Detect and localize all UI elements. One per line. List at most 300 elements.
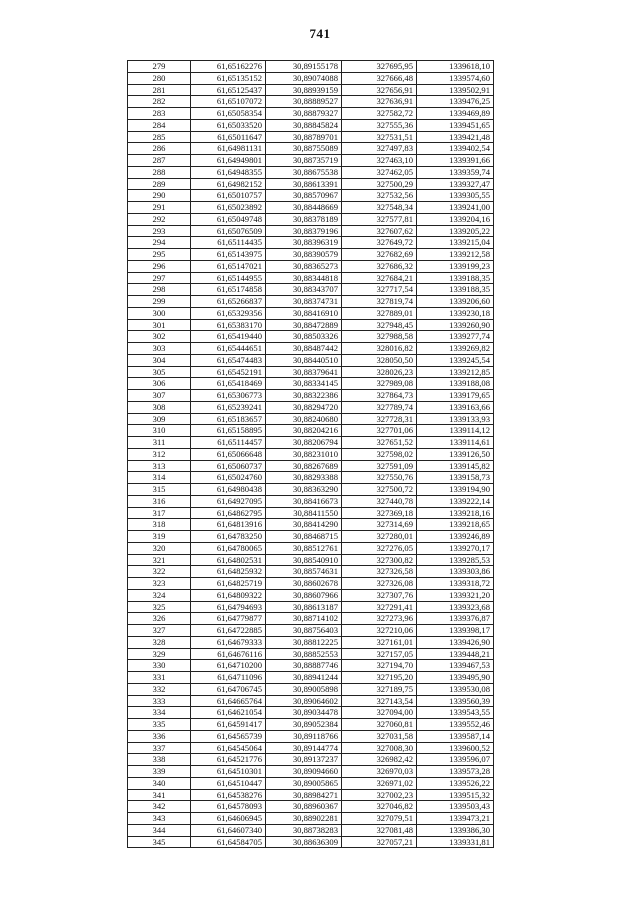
- y-coordinate-cell: 1339163,66: [417, 401, 494, 413]
- longitude-cell: 30,88755089: [266, 143, 342, 155]
- latitude-cell: 61,65444651: [191, 343, 266, 355]
- point-number-cell: 311: [128, 437, 191, 449]
- point-number-cell: 323: [128, 578, 191, 590]
- x-coordinate-cell: 327889,01: [342, 307, 417, 319]
- table-row: [128, 648, 494, 660]
- latitude-cell: 61,64578093: [191, 801, 266, 813]
- latitude-cell: 61,65452191: [191, 366, 266, 378]
- point-number-cell: 291: [128, 202, 191, 214]
- table-row: [128, 683, 494, 695]
- point-number-cell: 327: [128, 625, 191, 637]
- table-row: [128, 578, 494, 590]
- longitude-cell: 30,88613187: [266, 601, 342, 613]
- table-row: [128, 777, 494, 789]
- point-number-cell: 288: [128, 166, 191, 178]
- x-coordinate-cell: 327682,69: [342, 249, 417, 261]
- latitude-cell: 61,65174858: [191, 284, 266, 296]
- longitude-cell: 30,88812225: [266, 636, 342, 648]
- latitude-cell: 61,65239241: [191, 401, 266, 413]
- table-row: [128, 460, 494, 472]
- x-coordinate-cell: 327079,51: [342, 813, 417, 825]
- x-coordinate-cell: 326970,03: [342, 766, 417, 778]
- y-coordinate-cell: 1339323,68: [417, 601, 494, 613]
- point-number-cell: 344: [128, 824, 191, 836]
- table-row: [128, 672, 494, 684]
- point-number-cell: 283: [128, 108, 191, 120]
- y-coordinate-cell: 1339241,00: [417, 202, 494, 214]
- table-row: [128, 319, 494, 331]
- latitude-cell: 61,64948355: [191, 166, 266, 178]
- coordinates-table: [127, 60, 494, 848]
- latitude-cell: 61,65306773: [191, 390, 266, 402]
- x-coordinate-cell: 327577,81: [342, 213, 417, 225]
- point-number-cell: 324: [128, 589, 191, 601]
- longitude-cell: 30,88941244: [266, 672, 342, 684]
- latitude-cell: 61,65266837: [191, 296, 266, 308]
- longitude-cell: 30,88440510: [266, 354, 342, 366]
- x-coordinate-cell: 327497,83: [342, 143, 417, 155]
- x-coordinate-cell: 327550,76: [342, 472, 417, 484]
- point-number-cell: 282: [128, 96, 191, 108]
- table-row: [128, 566, 494, 578]
- point-number-cell: 322: [128, 566, 191, 578]
- latitude-cell: 61,64676116: [191, 648, 266, 660]
- latitude-cell: 61,65033520: [191, 119, 266, 131]
- latitude-cell: 61,64606945: [191, 813, 266, 825]
- longitude-cell: 30,88879327: [266, 108, 342, 120]
- y-coordinate-cell: 1339158,73: [417, 472, 494, 484]
- longitude-cell: 30,88845824: [266, 119, 342, 131]
- table-row: [128, 96, 494, 108]
- x-coordinate-cell: 328050,50: [342, 354, 417, 366]
- latitude-cell: 61,64706745: [191, 683, 266, 695]
- latitude-cell: 61,64607340: [191, 824, 266, 836]
- point-number-cell: 314: [128, 472, 191, 484]
- point-number-cell: 339: [128, 766, 191, 778]
- longitude-cell: 30,88411550: [266, 507, 342, 519]
- table-row: [128, 378, 494, 390]
- point-number-cell: 338: [128, 754, 191, 766]
- table-row: [128, 331, 494, 343]
- point-number-cell: 313: [128, 460, 191, 472]
- longitude-cell: 30,88231010: [266, 448, 342, 460]
- point-number-cell: 342: [128, 801, 191, 813]
- longitude-cell: 30,88379641: [266, 366, 342, 378]
- longitude-cell: 30,89155178: [266, 61, 342, 73]
- latitude-cell: 61,65107072: [191, 96, 266, 108]
- x-coordinate-cell: 327307,76: [342, 589, 417, 601]
- y-coordinate-cell: 1339218,65: [417, 519, 494, 531]
- y-coordinate-cell: 1339587,14: [417, 730, 494, 742]
- y-coordinate-cell: 1339206,60: [417, 296, 494, 308]
- longitude-cell: 30,89034478: [266, 707, 342, 719]
- table-row: [128, 143, 494, 155]
- y-coordinate-cell: 1339402,54: [417, 143, 494, 155]
- y-coordinate-cell: 1339618,10: [417, 61, 494, 73]
- table-body: [128, 61, 494, 848]
- table-row: [128, 354, 494, 366]
- longitude-cell: 30,88487442: [266, 343, 342, 355]
- x-coordinate-cell: 326971,02: [342, 777, 417, 789]
- y-coordinate-cell: 1339285,53: [417, 554, 494, 566]
- y-coordinate-cell: 1339503,43: [417, 801, 494, 813]
- x-coordinate-cell: 327988,58: [342, 331, 417, 343]
- longitude-cell: 30,88607966: [266, 589, 342, 601]
- point-number-cell: 343: [128, 813, 191, 825]
- longitude-cell: 30,88267689: [266, 460, 342, 472]
- y-coordinate-cell: 1339269,82: [417, 343, 494, 355]
- longitude-cell: 30,88363290: [266, 484, 342, 496]
- longitude-cell: 30,89074088: [266, 72, 342, 84]
- point-number-cell: 325: [128, 601, 191, 613]
- point-number-cell: 300: [128, 307, 191, 319]
- longitude-cell: 30,88735719: [266, 155, 342, 167]
- table-row: [128, 401, 494, 413]
- y-coordinate-cell: 1339552,46: [417, 719, 494, 731]
- point-number-cell: 310: [128, 425, 191, 437]
- latitude-cell: 61,65114457: [191, 437, 266, 449]
- table-row: [128, 613, 494, 625]
- y-coordinate-cell: 1339573,28: [417, 766, 494, 778]
- latitude-cell: 61,64521776: [191, 754, 266, 766]
- longitude-cell: 30,88472889: [266, 319, 342, 331]
- latitude-cell: 61,64779877: [191, 613, 266, 625]
- table-row: [128, 695, 494, 707]
- latitude-cell: 61,64545064: [191, 742, 266, 754]
- longitude-cell: 30,88204216: [266, 425, 342, 437]
- y-coordinate-cell: 1339398,17: [417, 625, 494, 637]
- latitude-cell: 61,64679333: [191, 636, 266, 648]
- x-coordinate-cell: 328016,82: [342, 343, 417, 355]
- table-row: [128, 390, 494, 402]
- x-coordinate-cell: 327555,36: [342, 119, 417, 131]
- table-row: [128, 284, 494, 296]
- point-number-cell: 318: [128, 519, 191, 531]
- x-coordinate-cell: 327314,69: [342, 519, 417, 531]
- longitude-cell: 30,88902281: [266, 813, 342, 825]
- x-coordinate-cell: 327684,21: [342, 272, 417, 284]
- x-coordinate-cell: 327046,82: [342, 801, 417, 813]
- x-coordinate-cell: 327598,02: [342, 448, 417, 460]
- longitude-cell: 30,88939159: [266, 84, 342, 96]
- x-coordinate-cell: 327548,34: [342, 202, 417, 214]
- x-coordinate-cell: 327462,05: [342, 166, 417, 178]
- point-number-cell: 292: [128, 213, 191, 225]
- y-coordinate-cell: 1339126,50: [417, 448, 494, 460]
- latitude-cell: 61,64980438: [191, 484, 266, 496]
- table-row: [128, 813, 494, 825]
- latitude-cell: 61,64825719: [191, 578, 266, 590]
- x-coordinate-cell: 327057,21: [342, 836, 417, 848]
- longitude-cell: 30,88960367: [266, 801, 342, 813]
- table-row: [128, 178, 494, 190]
- point-number-cell: 308: [128, 401, 191, 413]
- longitude-cell: 30,88322386: [266, 390, 342, 402]
- table-row: [128, 84, 494, 96]
- table-row: [128, 730, 494, 742]
- y-coordinate-cell: 1339230,18: [417, 307, 494, 319]
- longitude-cell: 30,88293388: [266, 472, 342, 484]
- y-coordinate-cell: 1339515,32: [417, 789, 494, 801]
- x-coordinate-cell: 327532,56: [342, 190, 417, 202]
- latitude-cell: 61,64510301: [191, 766, 266, 778]
- table-row: [128, 108, 494, 120]
- y-coordinate-cell: 1339596,07: [417, 754, 494, 766]
- latitude-cell: 61,65162276: [191, 61, 266, 73]
- latitude-cell: 61,64982152: [191, 178, 266, 190]
- table-row: [128, 472, 494, 484]
- point-number-cell: 334: [128, 707, 191, 719]
- point-number-cell: 317: [128, 507, 191, 519]
- longitude-cell: 30,88416673: [266, 495, 342, 507]
- longitude-cell: 30,89005865: [266, 777, 342, 789]
- longitude-cell: 30,89137237: [266, 754, 342, 766]
- longitude-cell: 30,88602678: [266, 578, 342, 590]
- point-number-cell: 302: [128, 331, 191, 343]
- latitude-cell: 61,64591417: [191, 719, 266, 731]
- x-coordinate-cell: 327210,06: [342, 625, 417, 637]
- y-coordinate-cell: 1339212,85: [417, 366, 494, 378]
- latitude-cell: 61,64981131: [191, 143, 266, 155]
- table-row: [128, 237, 494, 249]
- latitude-cell: 61,64584705: [191, 836, 266, 848]
- longitude-cell: 30,88343707: [266, 284, 342, 296]
- longitude-cell: 30,88468715: [266, 531, 342, 543]
- point-number-cell: 312: [128, 448, 191, 460]
- latitude-cell: 61,64783250: [191, 531, 266, 543]
- longitude-cell: 30,89118766: [266, 730, 342, 742]
- x-coordinate-cell: 327500,72: [342, 484, 417, 496]
- point-number-cell: 295: [128, 249, 191, 261]
- y-coordinate-cell: 1339574,60: [417, 72, 494, 84]
- point-number-cell: 296: [128, 260, 191, 272]
- point-number-cell: 329: [128, 648, 191, 660]
- longitude-cell: 30,88756403: [266, 625, 342, 637]
- y-coordinate-cell: 1339194,90: [417, 484, 494, 496]
- longitude-cell: 30,88414290: [266, 519, 342, 531]
- table-row: [128, 202, 494, 214]
- x-coordinate-cell: 327291,41: [342, 601, 417, 613]
- point-number-cell: 290: [128, 190, 191, 202]
- longitude-cell: 30,88889527: [266, 96, 342, 108]
- table-row: [128, 519, 494, 531]
- longitude-cell: 30,88789701: [266, 131, 342, 143]
- point-number-cell: 299: [128, 296, 191, 308]
- x-coordinate-cell: 327989,08: [342, 378, 417, 390]
- latitude-cell: 61,65158895: [191, 425, 266, 437]
- latitude-cell: 61,64825932: [191, 566, 266, 578]
- x-coordinate-cell: 327369,18: [342, 507, 417, 519]
- latitude-cell: 61,64802531: [191, 554, 266, 566]
- x-coordinate-cell: 327161,01: [342, 636, 417, 648]
- longitude-cell: 30,88852553: [266, 648, 342, 660]
- x-coordinate-cell: 327649,72: [342, 237, 417, 249]
- point-number-cell: 316: [128, 495, 191, 507]
- x-coordinate-cell: 327591,09: [342, 460, 417, 472]
- point-number-cell: 330: [128, 660, 191, 672]
- x-coordinate-cell: 327948,45: [342, 319, 417, 331]
- latitude-cell: 61,65023892: [191, 202, 266, 214]
- y-coordinate-cell: 1339277,74: [417, 331, 494, 343]
- longitude-cell: 30,88374731: [266, 296, 342, 308]
- table-row: [128, 801, 494, 813]
- point-number-cell: 321: [128, 554, 191, 566]
- y-coordinate-cell: 1339376,87: [417, 613, 494, 625]
- table-row: [128, 836, 494, 848]
- latitude-cell: 61,65383170: [191, 319, 266, 331]
- x-coordinate-cell: 327666,48: [342, 72, 417, 84]
- y-coordinate-cell: 1339502,91: [417, 84, 494, 96]
- longitude-cell: 30,88240680: [266, 413, 342, 425]
- y-coordinate-cell: 1339179,65: [417, 390, 494, 402]
- table-row: [128, 307, 494, 319]
- x-coordinate-cell: 327695,95: [342, 61, 417, 73]
- point-number-cell: 341: [128, 789, 191, 801]
- latitude-cell: 61,64813916: [191, 519, 266, 531]
- latitude-cell: 61,65183657: [191, 413, 266, 425]
- table-row: [128, 166, 494, 178]
- longitude-cell: 30,89144774: [266, 742, 342, 754]
- y-coordinate-cell: 1339467,53: [417, 660, 494, 672]
- table-row: [128, 625, 494, 637]
- x-coordinate-cell: 327701,06: [342, 425, 417, 437]
- longitude-cell: 30,88887746: [266, 660, 342, 672]
- x-coordinate-cell: 327728,31: [342, 413, 417, 425]
- table-row: [128, 61, 494, 73]
- point-number-cell: 285: [128, 131, 191, 143]
- point-number-cell: 335: [128, 719, 191, 731]
- table-row: [128, 260, 494, 272]
- longitude-cell: 30,88365273: [266, 260, 342, 272]
- x-coordinate-cell: 327273,96: [342, 613, 417, 625]
- longitude-cell: 30,88390579: [266, 249, 342, 261]
- point-number-cell: 294: [128, 237, 191, 249]
- longitude-cell: 30,88503326: [266, 331, 342, 343]
- x-coordinate-cell: 327656,91: [342, 84, 417, 96]
- point-number-cell: 281: [128, 84, 191, 96]
- longitude-cell: 30,89064602: [266, 695, 342, 707]
- latitude-cell: 61,64565739: [191, 730, 266, 742]
- longitude-cell: 30,88294720: [266, 401, 342, 413]
- y-coordinate-cell: 1339215,04: [417, 237, 494, 249]
- latitude-cell: 61,65024760: [191, 472, 266, 484]
- table-row: [128, 296, 494, 308]
- x-coordinate-cell: 327440,78: [342, 495, 417, 507]
- point-number-cell: 289: [128, 178, 191, 190]
- x-coordinate-cell: 327195,20: [342, 672, 417, 684]
- y-coordinate-cell: 1339318,72: [417, 578, 494, 590]
- table-row: [128, 589, 494, 601]
- table-row: [128, 531, 494, 543]
- point-number-cell: 331: [128, 672, 191, 684]
- latitude-cell: 61,64538276: [191, 789, 266, 801]
- longitude-cell: 30,88416910: [266, 307, 342, 319]
- x-coordinate-cell: 327157,05: [342, 648, 417, 660]
- y-coordinate-cell: 1339303,86: [417, 566, 494, 578]
- table-row: [128, 72, 494, 84]
- y-coordinate-cell: 1339145,82: [417, 460, 494, 472]
- table-row: [128, 789, 494, 801]
- longitude-cell: 30,89052384: [266, 719, 342, 731]
- point-number-cell: 345: [128, 836, 191, 848]
- table-row: [128, 660, 494, 672]
- point-number-cell: 340: [128, 777, 191, 789]
- table-row: [128, 437, 494, 449]
- table-row: [128, 413, 494, 425]
- table-row: [128, 225, 494, 237]
- y-coordinate-cell: 1339188,35: [417, 272, 494, 284]
- latitude-cell: 61,65125437: [191, 84, 266, 96]
- x-coordinate-cell: 327060,81: [342, 719, 417, 731]
- table-row: [128, 249, 494, 261]
- longitude-cell: 30,88206794: [266, 437, 342, 449]
- table-row: [128, 507, 494, 519]
- longitude-cell: 30,88574631: [266, 566, 342, 578]
- x-coordinate-cell: 328026,23: [342, 366, 417, 378]
- longitude-cell: 30,88570967: [266, 190, 342, 202]
- table-row: [128, 754, 494, 766]
- y-coordinate-cell: 1339270,17: [417, 542, 494, 554]
- table-row: [128, 554, 494, 566]
- y-coordinate-cell: 1339476,25: [417, 96, 494, 108]
- longitude-cell: 30,88984271: [266, 789, 342, 801]
- point-number-cell: 306: [128, 378, 191, 390]
- latitude-cell: 61,65114435: [191, 237, 266, 249]
- point-number-cell: 305: [128, 366, 191, 378]
- y-coordinate-cell: 1339386,30: [417, 824, 494, 836]
- y-coordinate-cell: 1339426,90: [417, 636, 494, 648]
- table-row: [128, 272, 494, 284]
- latitude-cell: 61,64621054: [191, 707, 266, 719]
- longitude-cell: 30,88636309: [266, 836, 342, 848]
- latitude-cell: 61,65060737: [191, 460, 266, 472]
- longitude-cell: 30,88378189: [266, 213, 342, 225]
- latitude-cell: 61,64794693: [191, 601, 266, 613]
- point-number-cell: 301: [128, 319, 191, 331]
- latitude-cell: 61,65143975: [191, 249, 266, 261]
- point-number-cell: 326: [128, 613, 191, 625]
- page-number: 741: [309, 26, 331, 41]
- y-coordinate-cell: 1339543,55: [417, 707, 494, 719]
- table-row: [128, 601, 494, 613]
- x-coordinate-cell: 327276,05: [342, 542, 417, 554]
- y-coordinate-cell: 1339218,16: [417, 507, 494, 519]
- x-coordinate-cell: 327789,74: [342, 401, 417, 413]
- latitude-cell: 61,65058354: [191, 108, 266, 120]
- x-coordinate-cell: 327819,74: [342, 296, 417, 308]
- point-number-cell: 293: [128, 225, 191, 237]
- latitude-cell: 61,64809322: [191, 589, 266, 601]
- x-coordinate-cell: 327717,54: [342, 284, 417, 296]
- table-row: [128, 190, 494, 202]
- latitude-cell: 61,65147021: [191, 260, 266, 272]
- longitude-cell: 30,88344818: [266, 272, 342, 284]
- x-coordinate-cell: 327582,72: [342, 108, 417, 120]
- point-number-cell: 309: [128, 413, 191, 425]
- longitude-cell: 30,88379196: [266, 225, 342, 237]
- y-coordinate-cell: 1339469,89: [417, 108, 494, 120]
- longitude-cell: 30,88613391: [266, 178, 342, 190]
- x-coordinate-cell: 327008,30: [342, 742, 417, 754]
- x-coordinate-cell: 327002,23: [342, 789, 417, 801]
- table-row: [128, 425, 494, 437]
- y-coordinate-cell: 1339260,90: [417, 319, 494, 331]
- latitude-cell: 61,65049748: [191, 213, 266, 225]
- latitude-cell: 61,65419440: [191, 331, 266, 343]
- latitude-cell: 61,65076509: [191, 225, 266, 237]
- latitude-cell: 61,64780065: [191, 542, 266, 554]
- x-coordinate-cell: 327326,58: [342, 566, 417, 578]
